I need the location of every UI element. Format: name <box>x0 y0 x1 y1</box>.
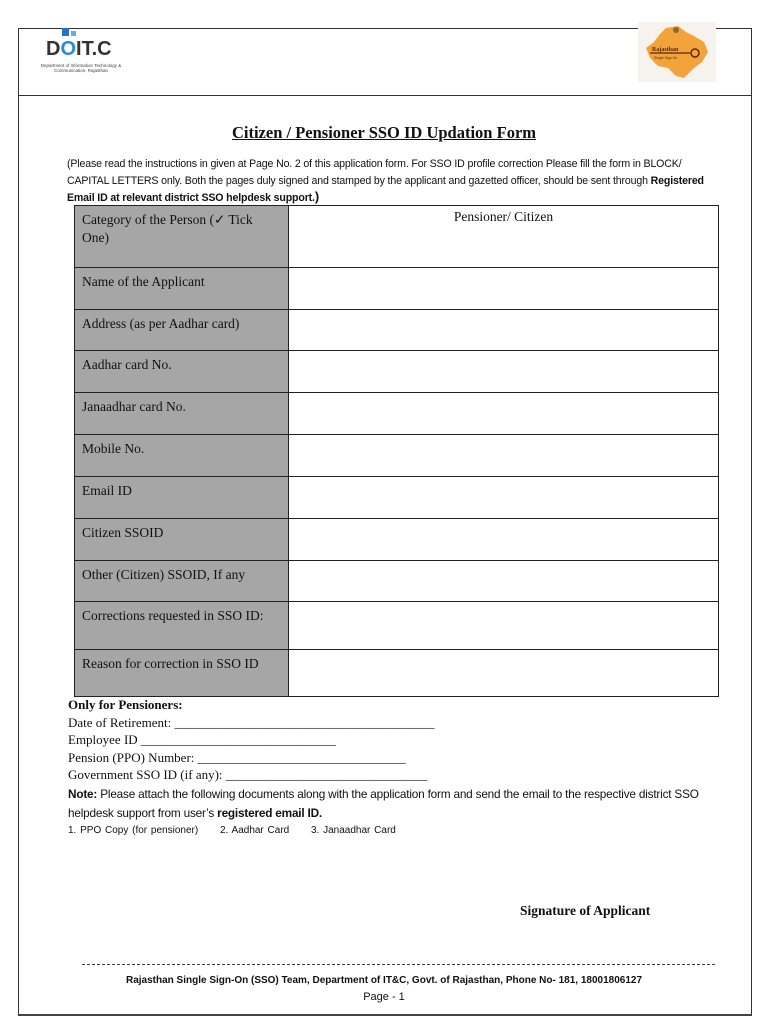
field-label: Other (Citizen) SSOID, If any <box>75 561 289 602</box>
table-row <box>75 435 719 477</box>
table-row <box>75 393 719 435</box>
field-label: Mobile No. <box>75 435 289 477</box>
field-value[interactable]: Pensioner/ Citizen <box>289 206 719 268</box>
field-label: Email ID <box>75 477 289 519</box>
pensioners-heading: Only for Pensioners: <box>68 697 183 712</box>
svg-text:Rajasthan: Rajasthan <box>652 47 679 53</box>
field-value[interactable] <box>289 602 719 650</box>
field-value[interactable] <box>289 435 719 477</box>
footer-text: Rajasthan Single Sign-On (SSO) Team, Department of IT&C, Govt. of Rajasthan, Phone No- 181, 18001806127 <box>125 975 643 986</box>
table-row <box>75 650 719 697</box>
field-label: Janaadhar card No. <box>75 393 289 435</box>
document-item: 1. PPO Copy (for pensioner) <box>68 825 199 836</box>
rajasthan-sso-logo <box>638 22 716 82</box>
field-value[interactable] <box>289 393 719 435</box>
field-value[interactable] <box>289 477 719 519</box>
field-value[interactable] <box>289 310 719 351</box>
document-item: 2. Aadhar Card <box>219 825 290 836</box>
ppo-number-field[interactable]: Pension (PPO) Number: ________________________________ <box>68 749 406 765</box>
note: Note: Please attach the following documents along with the application form and send the email to the respective district SSO helpdesk support from user’s registered email ID. <box>68 787 699 820</box>
form-table <box>74 205 719 697</box>
government-sso-id-field[interactable]: Government SSO ID (if any): _______________________________ <box>68 767 428 782</box>
table-row <box>75 477 719 519</box>
documents-list <box>68 825 414 836</box>
field-label: Reason for correction in SSO ID <box>75 650 289 697</box>
pensioners-section <box>68 696 435 784</box>
date-of-retirement-field[interactable]: Date of Retirement: ________________________________________ <box>68 714 435 730</box>
doitc-logo: DOIT.C Department of Information Technology & Communication, Rajasthan <box>30 28 130 78</box>
field-label: Aadhar card No. <box>75 351 289 393</box>
field-label: Address (as per Aadhar card) <box>75 310 289 351</box>
field-label: Citizen SSOID <box>75 519 289 561</box>
field-value[interactable] <box>289 519 719 561</box>
field-value[interactable] <box>289 561 719 602</box>
employee-id-field[interactable]: Employee ID ______________________________ <box>68 732 336 747</box>
field-label: Corrections requested in SSO ID: <box>75 602 289 650</box>
field-label: Name of the Applicant <box>75 268 289 310</box>
table-row <box>75 519 719 561</box>
signature-label: Signature of Applicant <box>520 903 651 918</box>
svg-text:Single Sign On: Single Sign On <box>654 56 678 60</box>
field-value[interactable] <box>289 351 719 393</box>
field-value[interactable] <box>289 650 719 697</box>
field-label: Category of the Person (✓ Tick One) <box>75 206 289 268</box>
header-divider <box>18 95 751 96</box>
table-row <box>75 206 719 268</box>
footer-divider <box>82 964 715 965</box>
form-title: Citizen / Pensioner SSO ID Updation Form <box>231 123 537 142</box>
document-item: 3. Janaadhar Card <box>311 825 396 836</box>
table-row <box>75 561 719 602</box>
field-value[interactable] <box>289 268 719 310</box>
page-number: Page - 1 <box>363 991 405 1003</box>
table-row <box>75 268 719 310</box>
instructions: (Please read the instructions in given at Page No. 2 of this application form. For SSO ID profile correction Please fill the form in BLOCK/ CAPITAL LETTERS only. Both the pages duly signed and stamped by the applicant and gazetted officer, should be sent through Registered Email ID at relevant district SSO helpdesk support.) <box>67 158 704 204</box>
table-row <box>75 602 719 650</box>
table-row <box>75 310 719 351</box>
table-row <box>75 351 719 393</box>
